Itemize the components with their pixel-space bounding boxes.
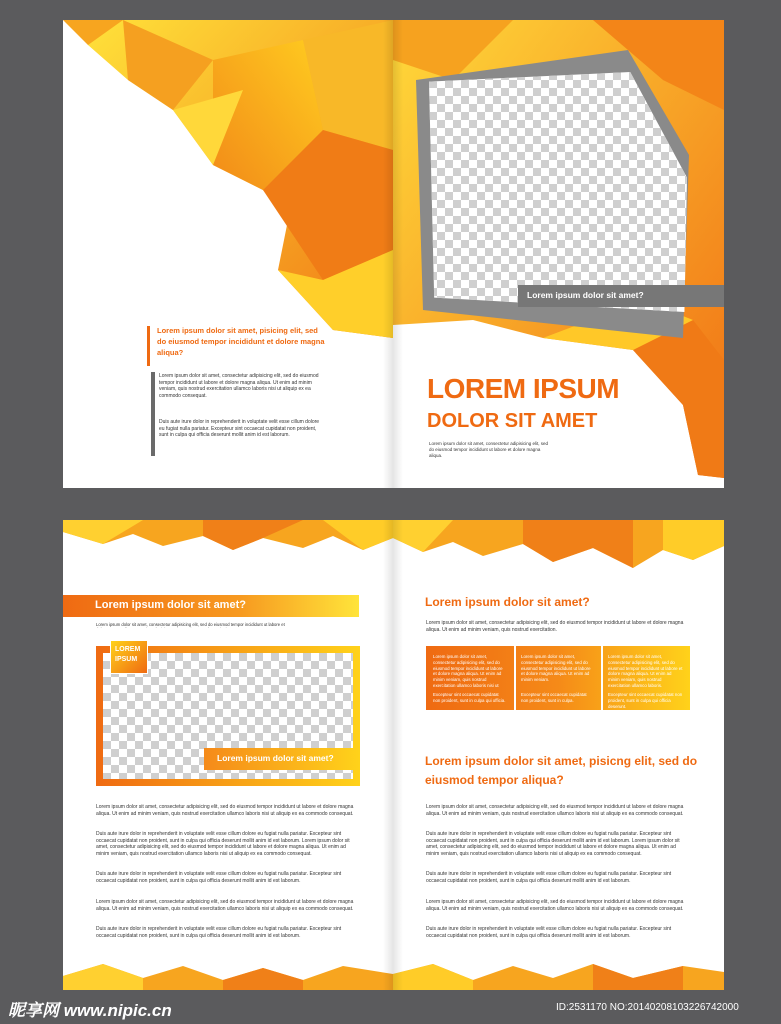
column-1-body: Lorem ipsum dolor sit amet, consectetur adipisicing elit, sed do eiusmod tempor incididunt ut labore et dolore magna aliqua. Ut enim ad minim veniam, quis nostrud exercitation ullamco laboris nisi ut bbox=[433, 654, 503, 688]
top-left-para2: Duis aute irure dolor in reprehenderit in voluptate velit esse cillum dolore eu fugiat nulla pariatur. Excepteur sint occaecat cupidatat non proident, sunt in culpa qui officia deserunt mollit anim id est laborum. bbox=[159, 419, 320, 439]
watermark-id: ID:2531170 NO:20140208103226742000 bbox=[556, 1002, 739, 1013]
top-left-page bbox=[63, 20, 393, 488]
bottom-right-para5: Duis aute irure dolor in reprehenderit in voluptate velit esse cillum dolore eu fugiat nulla pariatur. Excepteur sint occaecat cupidatat non proident, sunt in culpa qui officia deserunt mollit anim id est laborum. bbox=[426, 926, 672, 939]
bottom-left-para5: Duis aute irure dolor in reprehenderit in voluptate velit esse cillum dolore eu fugiat nulla pariatur. Excepteur sint occaecat cupidatat non proident, sunt in culpa qui officia deserunt mollit anim id est laborum. bbox=[96, 926, 342, 939]
bottom-left-tag-line1: LOREM bbox=[115, 646, 141, 653]
bottom-left-banner-title: Lorem ipsum dolor sit amet? bbox=[95, 599, 246, 611]
top-right-photo-caption: Lorem ipsum dolor sit amet? bbox=[527, 290, 644, 300]
bottom-right-heading1: Lorem ipsum dolor sit amet? bbox=[425, 595, 590, 609]
bottom-left-banner-sub: Lorem ipsum dolor sit amet, consectetur adipisicing elit, sed do eiusmod tempor incididunt ut labore et bbox=[96, 622, 285, 627]
bottom-left-top-polygon-strip bbox=[63, 520, 393, 560]
top-right-page bbox=[393, 20, 724, 488]
bottom-right-page bbox=[393, 520, 724, 990]
top-right-title-line1: LOREM IPSUM bbox=[427, 373, 620, 404]
top-right-title-line2: DOLOR SIT AMET bbox=[427, 410, 598, 432]
column-2-body: Lorem ipsum dolor sit amet, consectetur adipisicing elit, sed do eiusmod tempor incididunt ut labore et dolore magna aliqua. Ut enim ad minim veniam. bbox=[521, 654, 591, 683]
column-1-foot: Excepteur sint occaecat cupidatat non proident, sunt in culpa qui officia. bbox=[433, 692, 506, 703]
column-3-foot: Excepteur sint occaecat cupidatat non proident, sunt in culpa qui officia deserunt. bbox=[608, 692, 683, 709]
bottom-right-heading2: Lorem ipsum dolor sit amet, pisicng elit, sed do eiusmod tempor aliqua? bbox=[425, 754, 698, 787]
bottom-right-top-polygon-strip bbox=[393, 520, 724, 572]
bottom-left-page bbox=[63, 520, 393, 990]
bottom-right-para4: Lorem ipsum dolor sit amet, consectetur adipisicing elit, sed do eiusmod tempor incididunt ut labore et dolore magna aliqua. Ut enim ad minim veniam, quis nostrud exercitation ullamco laboris nisi ut aliquip ex ea commodo consequat. bbox=[426, 899, 684, 912]
watermark-logo: 昵享网 www.nipic.cn bbox=[8, 1001, 172, 1020]
bottom-right-para1: Lorem ipsum dolor sit amet, consectetur adipisicing elit, sed do eiusmod tempor incididunt ut labore et dolore magna aliqua. Ut enim ad minim veniam, quis nostrud exercitation ullamco laboris nisi ut aliquip ex ea commodo consequat. bbox=[426, 804, 684, 817]
column-2-foot: Excepteur sint occaecat cupidatat non proident, sunt in culpa. bbox=[521, 692, 587, 703]
column-3-body: Lorem ipsum dolor sit amet, consectetur adipisicing elit, sed do eiusmod tempor incididunt ut labore et dolore magna aliqua. Ut enim ad minim veniam, quis nostrud exercitation ullamco laboris. bbox=[608, 654, 683, 688]
bottom-spread-fold bbox=[383, 520, 403, 990]
top-left-headline: Lorem ipsum dolor sit amet, pisicing elit, sed do eiusmod tempor incididunt et dolore magna aliqua? bbox=[157, 326, 325, 357]
top-right-photo-placeholder bbox=[429, 72, 687, 312]
bottom-right-intro: Lorem ipsum dolor sit amet, consectetur adipisicing elit, sed do eiusmod tempor incididunt ut labore et dolore magna aliqua. Ut enim ad minim veniam, quis nostrud exercitation. bbox=[426, 620, 684, 633]
bottom-left-photo-caption: Lorem ipsum dolor sit amet? bbox=[217, 753, 334, 763]
column-divider-1 bbox=[514, 646, 516, 710]
bottom-right-para2: Duis aute irure dolor in reprehenderit in voluptate velit esse cillum dolore eu fugiat nulla pariatur. Excepteur sint occaecat cupidatat non proident, sunt in culpa qui officia deserunt mollit anim id est laborum. Lorem ipsum dolor sit amet, consectetur adipisicing elit, sed do eiusmod tempor incididunt ut labore et dolore magna aliqua. Ut enim ad minim veniam, quis nostrud exercitation ullamco laboris nisi ut aliquip ex ea commodo consequat. bbox=[426, 831, 680, 857]
top-left-polygon-art bbox=[63, 20, 393, 488]
top-left-accent-bar bbox=[147, 326, 150, 366]
bottom-right-bottom-polygon-strip bbox=[393, 958, 724, 990]
top-left-body-bar bbox=[151, 372, 155, 456]
top-right-subtitle: Lorem ipsum dolor sit amet, consectetur adipisicing elit, sed do eiusmod tempor incididunt ut labore et dolore magna aliqua. bbox=[429, 441, 549, 458]
bottom-left-tag-line2: IPSUM bbox=[115, 656, 138, 663]
column-divider-2 bbox=[601, 646, 603, 710]
bottom-left-para4: Lorem ipsum dolor sit amet, consectetur adipisicing elit, sed do eiusmod tempor incididunt ut labore et dolore magna aliqua. Ut enim ad minim veniam, quis nostrud exercitation ullamco laboris nisi ut aliquip ex ea commodo consequat. bbox=[96, 899, 354, 912]
bottom-left-para1: Lorem ipsum dolor sit amet, consectetur adipisicing elit, sed do eiusmod tempor incididunt ut labore et dolore magna aliqua. Ut enim ad minim veniam, quis nostrud exercitation ullamco laboris nisi ut aliquip ex ea commodo consequat. bbox=[96, 804, 354, 817]
bottom-left-para2: Duis aute irure dolor in reprehenderit in voluptate velit esse cillum dolore eu fugiat nulla pariatur. Excepteur sint occaecat cupidatat non proident, sunt in culpa qui officia deserunt mollit anim id est laborum. Lorem ipsum dolor sit amet, consectetur adipisicing elit, sed do eiusmod tempor incididunt ut labore et dolore magna aliqua. Ut enim ad minim veniam, quis nostrud exercitation ullamco laboris nisi ut aliquip ex ea commodo consequat. bbox=[96, 831, 350, 857]
bottom-right-para3: Duis aute irure dolor in reprehenderit in voluptate velit esse cillum dolore eu fugiat nulla pariatur. Excepteur sint occaecat cupidatat non proident, sunt in culpa qui officia deserunt mollit anim id est laborum. bbox=[426, 871, 672, 884]
bottom-left-para3: Duis aute irure dolor in reprehenderit in voluptate velit esse cillum dolore eu fugiat nulla pariatur. Excepteur sint occaecat cupidatat non proident, sunt in culpa qui officia deserunt mollit anim id est laborum. bbox=[96, 871, 342, 884]
bottom-left-bottom-polygon-strip bbox=[63, 958, 393, 990]
top-spread-fold bbox=[383, 20, 403, 488]
top-left-para1: Lorem ipsum dolor sit amet, consectetur adipisicing elit, sed do eiusmod tempor incididunt ut labore et dolore magna aliqua. Ut enim ad minim veniam, quis nostrud exercitation ullamco laboris nisi ut aliquip ex ea commodo consequat. bbox=[159, 373, 319, 399]
